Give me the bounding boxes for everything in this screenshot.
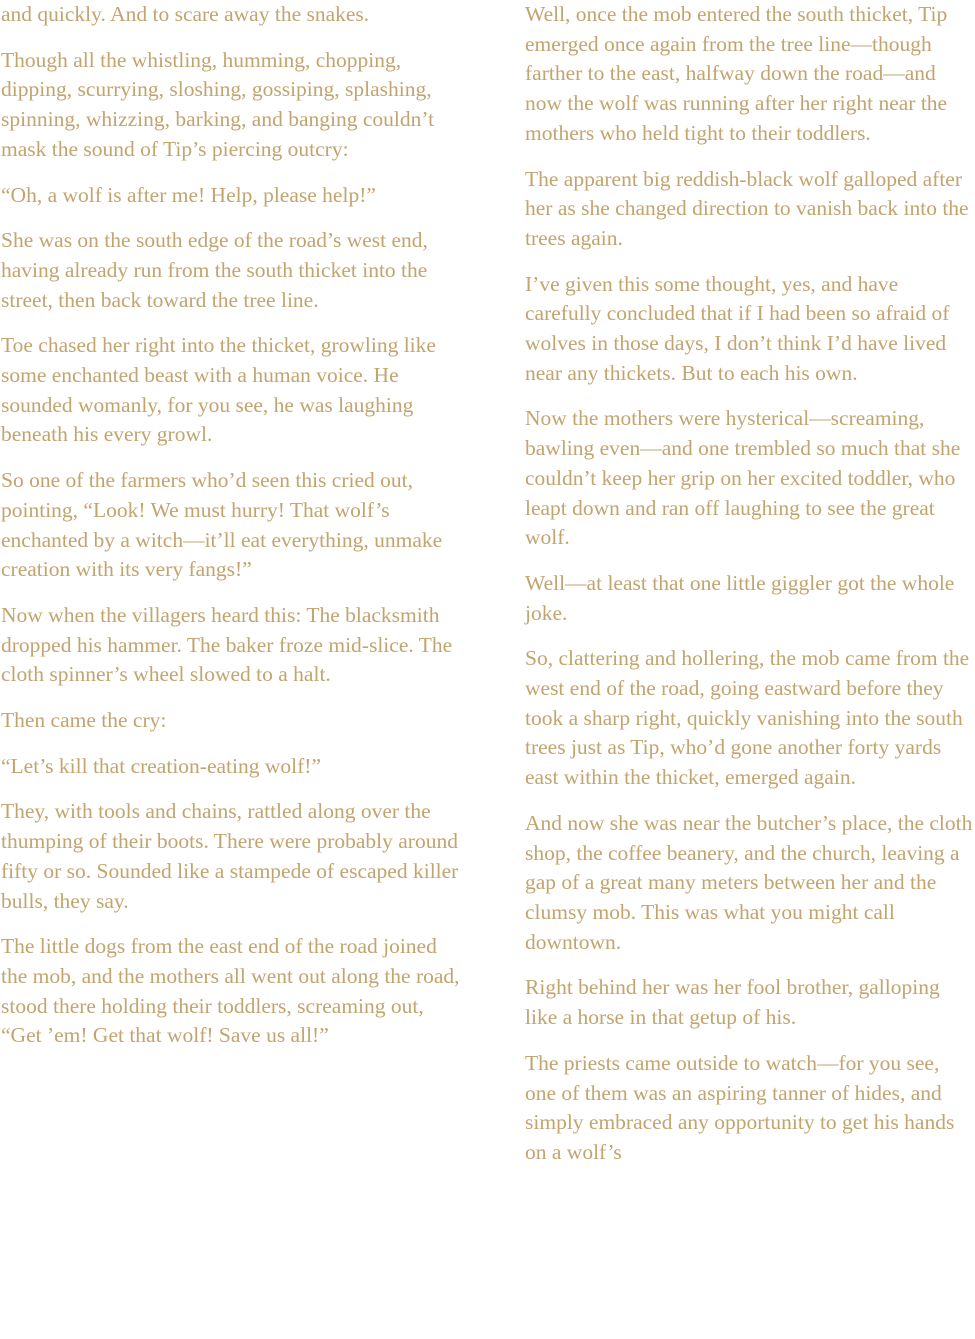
paragraph: Well—at least that one little giggler got the whole joke. bbox=[525, 570, 955, 625]
paragraph: Then came the cry: bbox=[1, 708, 167, 733]
paragraph: Right behind her was her fool brother, galloping like a horse in that getup of his. bbox=[525, 975, 940, 1030]
paragraph: and quickly. And to scare away the snakes. bbox=[1, 2, 370, 26]
paragraph: So one of the farmers who’d seen this cried out, pointing, “Look! We must hurry! That wolf’s enchanted by a witch—it’ll eat everything, unmake creation with its very fangs!” bbox=[1, 468, 443, 582]
paragraph: She was on the south edge of the road’s west end, having already run from the south thicket into the street, then back toward the tree line. bbox=[1, 228, 428, 312]
paragraph: “Oh, a wolf is after me! Help, please help!” bbox=[1, 182, 376, 207]
right-text-column bbox=[525, 0, 975, 1184]
left-text-column bbox=[1, 0, 463, 1067]
paragraph: Toe chased her right into the thicket, growling like some enchanted beast with a human voice. He sounded womanly, for you see, he was laughing beneath his every growl. bbox=[1, 333, 436, 447]
paragraph: I’ve given this some thought, yes, and have carefully concluded that if I had been so afraid of wolves in those days, I don’t think I’d have lived near any thickets. But to each his own. bbox=[525, 271, 950, 385]
paragraph: Well, once the mob entered the south thicket, Tip emerged once again from the tree line—though farther to the east, halfway down the road—and now the wolf was running after her right near the mothers who held tight to their toddlers. bbox=[525, 2, 948, 145]
paragraph: The apparent big reddish-black wolf galloped after her as she changed direction to vanish back into the trees again. bbox=[525, 166, 969, 250]
paragraph: Now the mothers were hysterical—screaming, bawling even—and one trembled so much that she couldn’t keep her grip on her excited toddler, who leapt down and ran off laughing to see the great wolf. bbox=[525, 406, 961, 550]
paragraph: Now when the villagers heard this: The blacksmith dropped his hammer. The baker froze mid-slice. The cloth spinner’s wheel slowed to a halt. bbox=[1, 602, 453, 687]
paragraph: The little dogs from the east end of the road joined the mob, and the mothers all went out along the road, stood there holding their toddlers, screaming out, “Get ’em! Get that wolf! Save us all!” bbox=[1, 934, 460, 1048]
paragraph: And now she was near the butcher’s place, the cloth shop, the coffee beanery, and the church, leaving a gap of a great many meters between her and the clumsy mob. This was what you might call downtown. bbox=[525, 810, 973, 954]
paragraph: Though all the whistling, humming, chopping, dipping, scurrying, sloshing, gossiping, splashing, spinning, whizzing, barking, and banging couldn’t mask the sound of Tip’s piercing outcry: bbox=[1, 47, 435, 161]
paragraph: “Let’s kill that creation-eating wolf!” bbox=[1, 753, 321, 778]
paragraph: They, with tools and chains, rattled along over the thumping of their boots. There were probably around fifty or so. Sounded like a stampede of escaped killer bulls, they say. bbox=[1, 799, 459, 913]
paragraph: The priests came outside to watch—for you see, one of them was an aspiring tanner of hides, and simply embraced any opportunity to get his hands on a wolf’s bbox=[525, 1050, 955, 1164]
paragraph: So, clattering and hollering, the mob came from the west end of the road, going eastward before they took a sharp right, quickly vanishing into the south trees just as Tip, who’d gone another forty yards east within the thicket, emerged again. bbox=[525, 646, 970, 790]
